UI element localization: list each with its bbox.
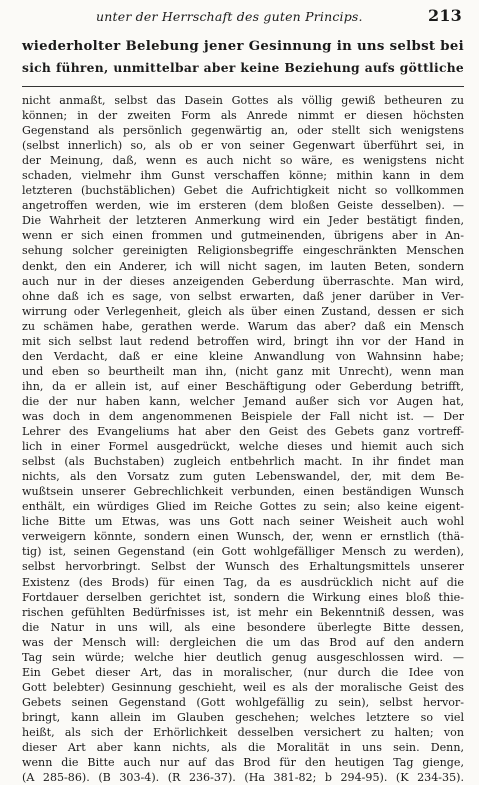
- text-line: letzteren (buchstäblichen) Gebet die Aufrichtigkeit nicht so vollkommen: [22, 184, 464, 198]
- text-line: bringt, kann allein im Glauben geschehen; welches letztere so viel: [22, 710, 464, 724]
- text-line: (A 285-86). (B 303-4). (R 236-37). (Ha 381-82; b 294-95). (K 234-35).: [22, 771, 464, 785]
- page-header: [22, 6, 464, 26]
- text-line: wenn die Bitte auch nur auf das Brod für den heutigen Tag gienge,: [22, 756, 464, 770]
- text-line: nichts, als den Vorsatz zum guten Lebenswandel, der, mit dem Be-: [22, 470, 464, 484]
- text-line: auch nur in der dieses anzeigenden Geberdung überraschte. Man wird,: [22, 274, 464, 288]
- text-line: Die Wahrheit der letzteren Anmerkung wird ein Jeder bestätigt finden,: [22, 214, 464, 228]
- text-line: ihn, da er allein ist, auf einer Beschäftigung oder Geberdung betrifft,: [22, 379, 464, 393]
- text-line: nicht anmaßt, selbst das Dasein Gottes als völlig gewiß betheuren zu: [22, 94, 464, 107]
- running-title: unter der Herrschaft des guten Princips.: [96, 9, 363, 24]
- text-line: können; in der zweiten Form als Anrede nimmt er diesen höchsten: [22, 109, 464, 123]
- text-line: Tag sein würde; welche hier deutlich genug ausgeschlossen wird. —: [22, 650, 464, 664]
- text-line: selbst (als Buchstaben) zugleich entbehrlich macht. In ihr findet man: [22, 455, 464, 469]
- text-line: enthält, ein würdiges Glied im Reiche Gottes zu sein; also keine eigent-: [22, 500, 464, 514]
- footnote-text: [22, 93, 464, 785]
- text-line: zu schämen habe, gerathen werde. Warum das aber? daß ein Mensch: [22, 319, 464, 333]
- text-line: liche Bitte um Etwas, was uns Gott nach seiner Weisheit auch wohl: [22, 515, 464, 529]
- text-line: der Meinung, daß, wenn es auch nicht so wäre, es wenigstens nicht: [22, 154, 464, 168]
- text-line: sehung solcher gereinigten Religionsbegriffe eingeschränkten Menschen: [22, 244, 464, 258]
- text-line: Existenz (des Brods) für einen Tag, da es ausdrücklich nicht auf die: [22, 575, 464, 589]
- top-line: wiederholter Belebung jener Gesinnung in uns selbst bei: [22, 39, 464, 54]
- text-line: dieser Art aber kann nichts, als die Moralität in uns sein. Denn,: [22, 741, 464, 755]
- top-line: sich führen, unmittelbar aber keine Beziehung aufs göttliche: [22, 60, 464, 75]
- text-line: schaden, vielmehr ihm Gunst verschaffen könne; mithin kann in dem: [22, 169, 464, 183]
- text-line: was doch in dem angenommenen Beispiele der Fall nicht ist. — Der: [22, 409, 464, 423]
- separator-rule: [22, 86, 464, 87]
- text-line: wußtsein unserer Gebrechlichkeit verbunden, einen beständigen Wunsch: [22, 485, 464, 499]
- text-line: (selbst innerlich) so, als ob er von seiner Gegenwart überführt sei, in: [22, 139, 464, 153]
- text-line: wenn er sich einen frommen und gutmeinenden, übrigens aber in An-: [22, 229, 464, 243]
- text-line: die der nur haben kann, welcher Jemand außer sich vor Augen hat,: [22, 394, 464, 408]
- text-line: Fortdauer derselben gerichtet ist, sondern die Wirkung eines bloß thie-: [22, 590, 464, 604]
- text-line: wirrung oder Verlegenheit, gleich als über einen Zustand, dessen er sich: [22, 304, 464, 318]
- text-line: rischen gefühlten Bedürfnisses ist, ist mehr ein Bekenntniß dessen, was: [22, 605, 464, 619]
- text-line: tig) ist, seinen Gegenstand (ein Gott wohlgefälliger Mensch zu werden),: [22, 545, 464, 559]
- text-line: was der Mensch will: dergleichen die um das Brod auf den andern: [22, 635, 464, 649]
- text-line: die Natur in uns will, als eine besondere überlegte Bitte dessen,: [22, 620, 464, 634]
- text-line: selbst hervorbringt. Selbst der Wunsch des Erhaltungsmittels unserer: [22, 560, 464, 574]
- continued-heading-lines: [22, 36, 464, 78]
- text-line: verweigern könnte, sondern einen Wunsch, der, wenn er ernstlich (thä-: [22, 530, 464, 544]
- text-line: Gegenstand als persönlich gegenwärtig an, oder stellt sich wenigstens: [22, 124, 464, 138]
- text-line: Gott belebter) Gesinnung geschieht, weil es als der moralische Geist des: [22, 680, 464, 694]
- page-number: 213: [428, 6, 462, 25]
- text-line: und eben so beurtheilt man ihn, (nicht ganz mit Unrecht), wenn man: [22, 364, 464, 378]
- book-page: [22, 6, 464, 785]
- text-line: Ein Gebet dieser Art, das in moralischer, (nur durch die Idee von: [22, 665, 464, 679]
- text-line: denkt, den ein Anderer, ich will nicht sagen, im lauten Beten, sondern: [22, 259, 464, 273]
- text-line: mit sich selbst laut redend betroffen wird, bringt ihn vor der Hand in: [22, 334, 464, 348]
- text-line: lich in einer Formel ausgedrückt, welche dieses und hiemit auch sich: [22, 440, 464, 454]
- text-line: heißt, als sich der Erhörlichkeit desselben versichert zu halten; von: [22, 725, 464, 739]
- text-line: Lehrer des Evangeliums hat aber den Geist des Gebets ganz vortreff-: [22, 425, 464, 439]
- text-line: Gebets seinen Gegenstand (Gott wohlgefällig zu sein), selbst hervor-: [22, 695, 464, 709]
- text-line: den Verdacht, daß er eine kleine Anwandlung von Wahnsinn habe;: [22, 349, 464, 363]
- text-line: angetroffen werden, wie im ersteren (dem bloßen Geiste desselben). —: [22, 199, 464, 213]
- text-line: ohne daß ich es sage, von selbst erwarten, daß jener darüber in Ver-: [22, 289, 464, 303]
